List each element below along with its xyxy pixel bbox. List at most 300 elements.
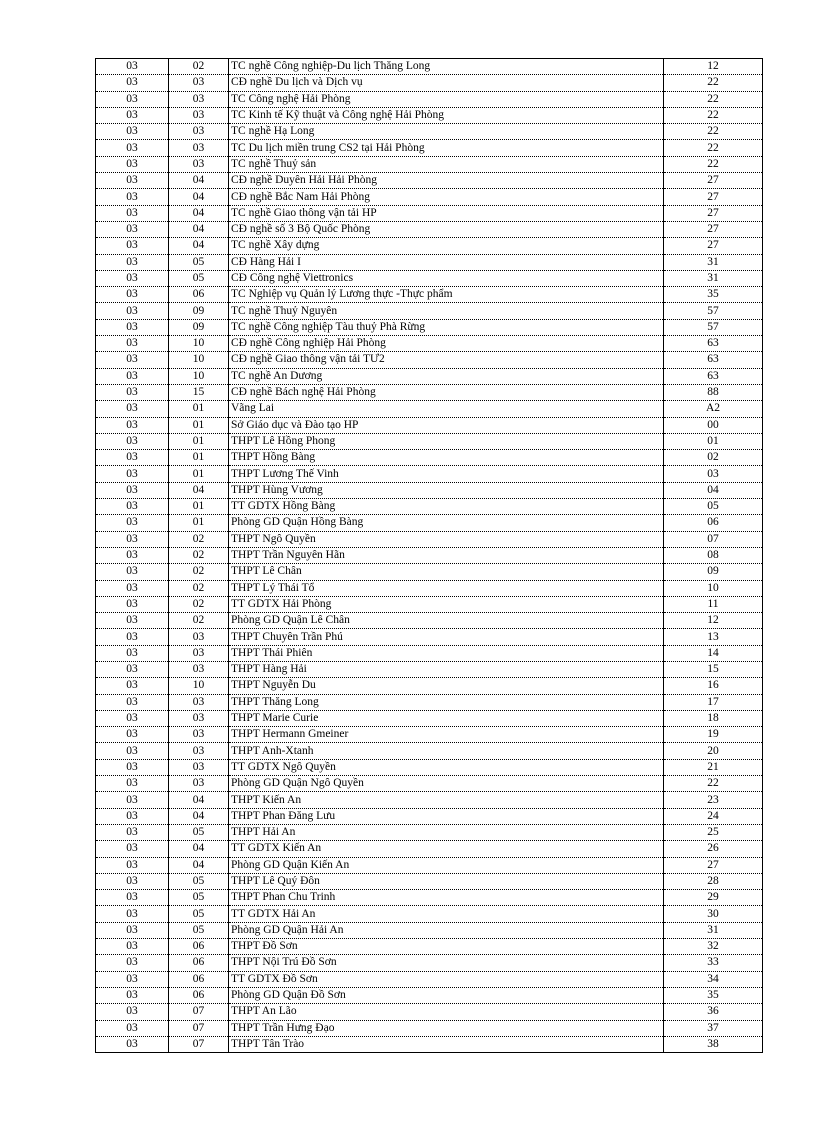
school-code-cell: 27 [664,857,763,873]
district-code-cell: 04 [169,238,229,254]
school-code-cell: 33 [664,955,763,971]
school-name-cell: TC nghề Hạ Long [229,124,664,140]
table-row [96,107,763,123]
school-code-cell: 14 [664,645,763,661]
district-code-cell: 04 [169,857,229,873]
table-row [96,173,763,189]
district-code-cell: 03 [169,156,229,172]
table-row [96,450,763,466]
school-code-cell: 03 [664,466,763,482]
school-code-cell: 11 [664,596,763,612]
school-code-cell: 02 [664,450,763,466]
province-code-cell: 03 [96,987,169,1003]
province-code-cell: 03 [96,450,169,466]
district-code-cell: 03 [169,694,229,710]
school-code-cell: 27 [664,173,763,189]
district-code-cell: 05 [169,873,229,889]
province-code-cell: 03 [96,336,169,352]
school-name-cell: Phòng GD Quận Đồ Sơn [229,987,664,1003]
province-code-cell: 03 [96,580,169,596]
school-code-cell: 63 [664,352,763,368]
province-code-cell: 03 [96,613,169,629]
province-code-cell: 03 [96,91,169,107]
table-row [96,238,763,254]
table-row [96,906,763,922]
school-code-cell: 28 [664,873,763,889]
province-code-cell: 03 [96,759,169,775]
school-name-cell: Phòng GD Quận Ngô Quyền [229,776,664,792]
school-name-cell: TT GDTX Hồng Bàng [229,499,664,515]
table-row [96,287,763,303]
district-code-cell: 02 [169,531,229,547]
school-code-cell: 31 [664,254,763,270]
province-code-cell: 03 [96,287,169,303]
school-name-cell: THPT Lý Thái Tổ [229,580,664,596]
province-code-cell: 03 [96,303,169,319]
district-code-cell: 03 [169,75,229,91]
district-code-cell: 06 [169,287,229,303]
school-code-cell: 06 [664,515,763,531]
district-code-cell: 10 [169,352,229,368]
school-code-cell: 16 [664,678,763,694]
district-code-cell: 10 [169,368,229,384]
table-row [96,580,763,596]
table-row [96,808,763,824]
province-code-cell: 03 [96,596,169,612]
table-row [96,987,763,1003]
table-row [96,678,763,694]
table-row [96,873,763,889]
table-row [96,499,763,515]
table-row [96,629,763,645]
province-code-cell: 03 [96,417,169,433]
table-row [96,156,763,172]
school-name-cell: THPT Chuyên Trần Phú [229,629,664,645]
school-code-cell: 57 [664,303,763,319]
district-code-cell: 02 [169,59,229,75]
table-row [96,319,763,335]
school-name-cell: TC nghề An Dương [229,368,664,384]
district-code-cell: 03 [169,91,229,107]
school-code-cell: 22 [664,140,763,156]
school-name-cell: THPT Kiến An [229,792,664,808]
district-code-cell: 05 [169,922,229,938]
district-code-cell: 05 [169,270,229,286]
school-code-cell: 19 [664,727,763,743]
table-row [96,971,763,987]
province-code-cell: 03 [96,352,169,368]
province-code-cell: 03 [96,710,169,726]
district-code-cell: 01 [169,515,229,531]
province-code-cell: 03 [96,808,169,824]
table-row [96,124,763,140]
province-code-cell: 03 [96,906,169,922]
district-code-cell: 06 [169,971,229,987]
district-code-cell: 01 [169,499,229,515]
school-name-cell: THPT Thăng Long [229,694,664,710]
province-code-cell: 03 [96,922,169,938]
table-row [96,661,763,677]
school-name-cell: THPT Đồ Sơn [229,939,664,955]
district-code-cell: 02 [169,596,229,612]
district-code-cell: 04 [169,841,229,857]
table-row [96,613,763,629]
school-code-cell: 13 [664,629,763,645]
district-code-cell: 03 [169,743,229,759]
district-code-cell: 04 [169,221,229,237]
school-name-cell: THPT An Lão [229,1004,664,1020]
province-code-cell: 03 [96,661,169,677]
table-row [96,1020,763,1036]
table-row [96,401,763,417]
table-row [96,221,763,237]
school-name-cell: CĐ nghề Giao thông vận tải TƯ2 [229,352,664,368]
province-code-cell: 03 [96,205,169,221]
province-code-cell: 03 [96,124,169,140]
table-row [96,890,763,906]
school-name-cell: TC nghề Xây dựng [229,238,664,254]
school-code-cell: 07 [664,531,763,547]
province-code-cell: 03 [96,75,169,91]
table-row [96,547,763,563]
district-code-cell: 02 [169,564,229,580]
district-code-cell: 07 [169,1036,229,1052]
table-row [96,824,763,840]
district-code-cell: 10 [169,336,229,352]
table-row [96,140,763,156]
school-name-cell: CĐ nghề Duyên Hải Hải Phòng [229,173,664,189]
table-row [96,955,763,971]
table-row [96,417,763,433]
school-code-cell: 27 [664,238,763,254]
district-code-cell: 09 [169,319,229,335]
school-name-cell: THPT Trần Hưng Đạo [229,1020,664,1036]
school-code-cell: 30 [664,906,763,922]
school-code-cell: 18 [664,710,763,726]
table-row [96,466,763,482]
table-row [96,857,763,873]
school-code-cell: 38 [664,1036,763,1052]
school-name-cell: TT GDTX Hải Phòng [229,596,664,612]
district-code-cell: 04 [169,189,229,205]
school-code-cell: 24 [664,808,763,824]
school-name-cell: CĐ Công nghệ Viettronics [229,270,664,286]
school-name-cell: THPT Lê Hồng Phong [229,433,664,449]
school-name-cell: THPT Phan Chu Trinh [229,890,664,906]
school-code-cell: 04 [664,482,763,498]
province-code-cell: 03 [96,59,169,75]
province-code-cell: 03 [96,1036,169,1052]
district-code-cell: 02 [169,547,229,563]
school-code-cell: 10 [664,580,763,596]
school-name-cell: Sở Giáo dục và Đào tạo HP [229,417,664,433]
school-code-cell: 22 [664,107,763,123]
province-code-cell: 03 [96,221,169,237]
district-code-cell: 03 [169,710,229,726]
district-code-cell: 05 [169,890,229,906]
school-name-cell: THPT Lê Quý Đôn [229,873,664,889]
table-row [96,75,763,91]
school-code-cell: 88 [664,384,763,400]
school-code-cell: 35 [664,287,763,303]
province-code-cell: 03 [96,645,169,661]
table-row [96,303,763,319]
district-code-cell: 06 [169,987,229,1003]
table-row [96,352,763,368]
school-code-cell: A2 [664,401,763,417]
province-code-cell: 03 [96,401,169,417]
province-code-cell: 03 [96,890,169,906]
province-code-cell: 03 [96,156,169,172]
school-name-cell: THPT Anh-Xtanh [229,743,664,759]
school-name-cell: THPT Trần Nguyên Hãn [229,547,664,563]
province-code-cell: 03 [96,564,169,580]
table-row [96,59,763,75]
district-code-cell: 03 [169,645,229,661]
province-code-cell: 03 [96,238,169,254]
province-code-cell: 03 [96,384,169,400]
school-name-cell: Phòng GD Quận Kiến An [229,857,664,873]
table-row [96,482,763,498]
school-name-cell: THPT Hồng Bàng [229,450,664,466]
district-code-cell: 05 [169,824,229,840]
district-code-cell: 06 [169,939,229,955]
province-code-cell: 03 [96,939,169,955]
province-code-cell: 03 [96,727,169,743]
school-name-cell: CĐ nghề Công nghiệp Hải Phòng [229,336,664,352]
school-code-cell: 36 [664,1004,763,1020]
table-row [96,433,763,449]
table-row [96,270,763,286]
school-name-cell: THPT Tân Trào [229,1036,664,1052]
school-name-cell: Phòng GD Quận Hải An [229,922,664,938]
school-name-cell: TC Nghiệp vụ Quản lý Lương thực -Thực phẩm [229,287,664,303]
table-row [96,189,763,205]
province-code-cell: 03 [96,107,169,123]
school-name-cell: THPT Hùng Vương [229,482,664,498]
school-code-cell: 63 [664,336,763,352]
school-name-cell: CĐ nghề Bách nghệ Hải Phòng [229,384,664,400]
school-code-cell: 22 [664,156,763,172]
table-row [96,841,763,857]
school-code-cell: 22 [664,75,763,91]
school-code-cell: 09 [664,564,763,580]
province-code-cell: 03 [96,971,169,987]
school-name-cell: TC nghề Giao thông vận tải HP [229,205,664,221]
school-name-cell: THPT Lương Thế Vinh [229,466,664,482]
school-name-cell: TT GDTX Kiến An [229,841,664,857]
province-code-cell: 03 [96,466,169,482]
table-row [96,1004,763,1020]
province-code-cell: 03 [96,629,169,645]
school-code-cell: 15 [664,661,763,677]
table-row [96,922,763,938]
district-code-cell: 01 [169,450,229,466]
province-code-cell: 03 [96,694,169,710]
school-name-cell: TC nghề Công nghiệp-Du lịch Thăng Long [229,59,664,75]
school-name-cell: TC Công nghệ Hải Phòng [229,91,664,107]
school-code-cell: 35 [664,987,763,1003]
school-code-cell: 29 [664,890,763,906]
province-code-cell: 03 [96,270,169,286]
school-name-cell: CĐ nghề Bắc Nam Hải Phòng [229,189,664,205]
province-code-cell: 03 [96,189,169,205]
province-code-cell: 03 [96,743,169,759]
school-name-cell: TC Du lịch miền trung CS2 tại Hải Phòng [229,140,664,156]
table-row [96,531,763,547]
school-code-cell: 22 [664,776,763,792]
school-list-table [95,58,763,1053]
district-code-cell: 01 [169,401,229,417]
table-row [96,368,763,384]
school-code-cell: 08 [664,547,763,563]
table-row [96,336,763,352]
table-row [96,596,763,612]
school-code-cell: 17 [664,694,763,710]
table-row [96,776,763,792]
school-name-cell: THPT Hermann Gmeiner [229,727,664,743]
school-name-cell: THPT Phan Đăng Lưu [229,808,664,824]
school-name-cell: TC nghề Công nghiệp Tàu thuỷ Phà Rừng [229,319,664,335]
district-code-cell: 02 [169,580,229,596]
table-row [96,645,763,661]
district-code-cell: 05 [169,906,229,922]
province-code-cell: 03 [96,482,169,498]
school-code-cell: 57 [664,319,763,335]
district-code-cell: 03 [169,629,229,645]
province-code-cell: 03 [96,531,169,547]
school-name-cell: TC nghề Thuỷ Nguyên [229,303,664,319]
school-name-cell: TT GDTX Hải An [229,906,664,922]
district-code-cell: 03 [169,124,229,140]
school-name-cell: Phòng GD Quận Hồng Bàng [229,515,664,531]
table-row [96,759,763,775]
table-row [96,515,763,531]
province-code-cell: 03 [96,1020,169,1036]
district-code-cell: 03 [169,107,229,123]
school-name-cell: TC nghề Thuỷ sản [229,156,664,172]
district-code-cell: 07 [169,1004,229,1020]
district-code-cell: 10 [169,678,229,694]
school-code-cell: 31 [664,270,763,286]
table-row [96,939,763,955]
district-code-cell: 03 [169,776,229,792]
school-code-cell: 00 [664,417,763,433]
school-name-cell: THPT Marie Curie [229,710,664,726]
district-code-cell: 01 [169,433,229,449]
district-code-cell: 03 [169,661,229,677]
school-code-cell: 32 [664,939,763,955]
school-code-cell: 22 [664,124,763,140]
school-code-cell: 27 [664,221,763,237]
province-code-cell: 03 [96,433,169,449]
table-row [96,205,763,221]
province-code-cell: 03 [96,776,169,792]
school-code-cell: 25 [664,824,763,840]
province-code-cell: 03 [96,368,169,384]
school-name-cell: THPT Nguyễn Du [229,678,664,694]
school-name-cell: THPT Hải An [229,824,664,840]
table-row [96,727,763,743]
school-name-cell: TT GDTX Ngô Quyền [229,759,664,775]
province-code-cell: 03 [96,857,169,873]
table-row [96,792,763,808]
school-name-cell: TT GDTX Đồ Sơn [229,971,664,987]
table-row [96,384,763,400]
province-code-cell: 03 [96,873,169,889]
province-code-cell: 03 [96,499,169,515]
province-code-cell: 03 [96,140,169,156]
district-code-cell: 04 [169,205,229,221]
province-code-cell: 03 [96,254,169,270]
district-code-cell: 04 [169,792,229,808]
province-code-cell: 03 [96,515,169,531]
school-code-cell: 23 [664,792,763,808]
district-code-cell: 05 [169,254,229,270]
table-row [96,694,763,710]
table-row [96,254,763,270]
school-name-cell: Vãng Lai [229,401,664,417]
province-code-cell: 03 [96,1004,169,1020]
province-code-cell: 03 [96,841,169,857]
school-name-cell: THPT Nội Trú Đồ Sơn [229,955,664,971]
province-code-cell: 03 [96,319,169,335]
school-code-cell: 34 [664,971,763,987]
table-row [96,91,763,107]
province-code-cell: 03 [96,547,169,563]
school-code-cell: 05 [664,499,763,515]
school-code-cell: 27 [664,205,763,221]
school-name-cell: THPT Thái Phiên [229,645,664,661]
school-code-cell: 27 [664,189,763,205]
province-code-cell: 03 [96,678,169,694]
school-code-cell: 20 [664,743,763,759]
school-name-cell: CĐ nghề số 3 Bộ Quốc Phòng [229,221,664,237]
district-code-cell: 03 [169,759,229,775]
district-code-cell: 01 [169,466,229,482]
district-code-cell: 04 [169,808,229,824]
school-name-cell: Phòng GD Quận Lê Chân [229,613,664,629]
school-name-cell: CĐ nghề Du lịch và Dịch vụ [229,75,664,91]
school-code-cell: 37 [664,1020,763,1036]
district-code-cell: 03 [169,140,229,156]
district-code-cell: 01 [169,417,229,433]
district-code-cell: 06 [169,955,229,971]
table-row [96,743,763,759]
school-code-cell: 21 [664,759,763,775]
school-name-cell: CĐ Hàng Hải I [229,254,664,270]
district-code-cell: 02 [169,613,229,629]
province-code-cell: 03 [96,824,169,840]
school-code-cell: 12 [664,59,763,75]
table-row [96,1036,763,1052]
school-code-cell: 22 [664,91,763,107]
school-list-body [96,59,763,1053]
school-code-cell: 63 [664,368,763,384]
province-code-cell: 03 [96,173,169,189]
table-row [96,564,763,580]
school-code-cell: 31 [664,922,763,938]
school-name-cell: TC Kinh tế Kỹ thuật và Công nghệ Hải Phòng [229,107,664,123]
province-code-cell: 03 [96,792,169,808]
province-code-cell: 03 [96,955,169,971]
school-name-cell: THPT Ngô Quyền [229,531,664,547]
school-name-cell: THPT Lê Chân [229,564,664,580]
district-code-cell: 04 [169,482,229,498]
district-code-cell: 15 [169,384,229,400]
district-code-cell: 04 [169,173,229,189]
table-row [96,710,763,726]
